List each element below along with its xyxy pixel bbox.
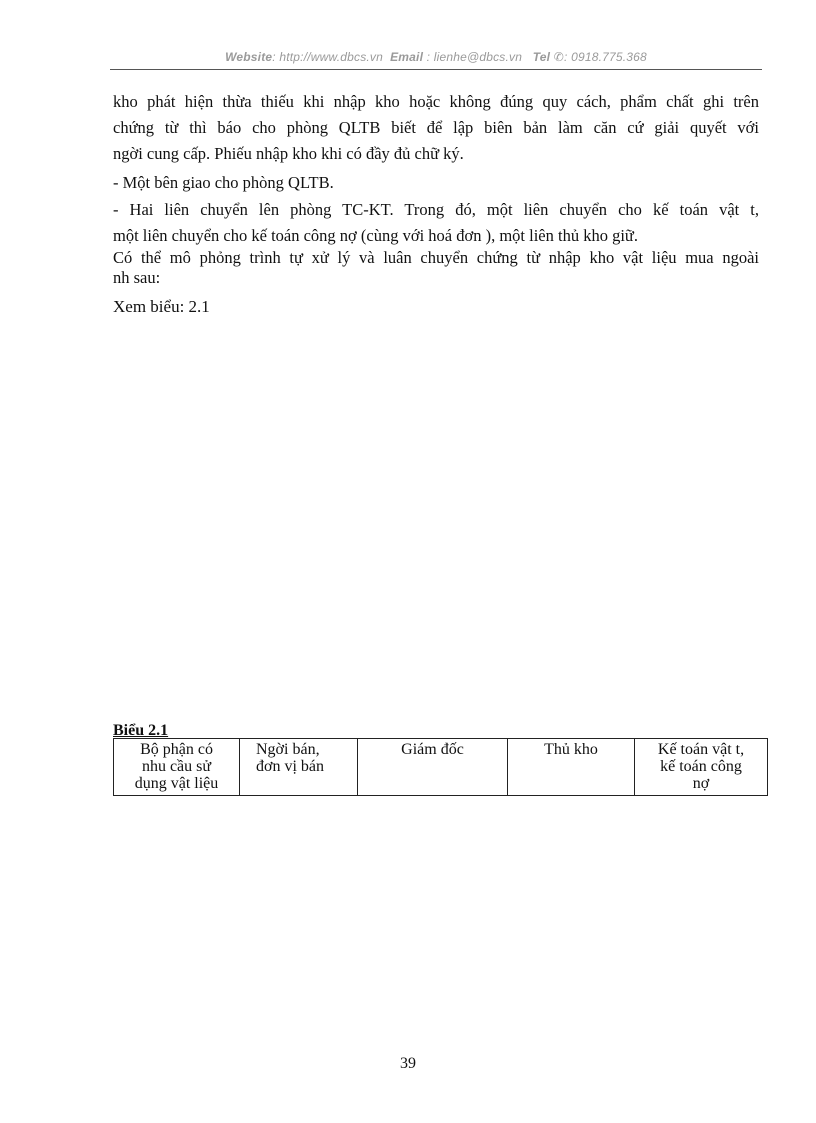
paragraph-3-line-2: một liên chuyển cho kế toán công nợ (cùng với hoá đơn ), một liên thủ kho giữ.: [113, 226, 638, 245]
paragraph-1: [113, 89, 759, 167]
paragraph-1-line-2: chứng từ thì báo cho phòng QLTB biết để lập biên bản làm căn cứ giải quyết với: [113, 118, 759, 137]
phone-icon: ✆: [553, 50, 565, 64]
table-header-row: [114, 739, 768, 796]
email-value: : lienhe@dbcs.vn: [426, 50, 523, 64]
tel-value: : 0918.775.368: [564, 50, 647, 64]
paragraph-1-line-3: ngời cung cấp. Phiếu nhập kho khi có đầy đủ chữ ký.: [113, 144, 464, 163]
paragraph-4: [113, 248, 759, 288]
paragraph-3: [113, 197, 759, 249]
column-header-accountant: Kế toán vật t, kế toán công nợ: [635, 739, 768, 796]
column-header-seller: Ngời bán, đơn vị bán: [240, 739, 358, 796]
email-label: Email: [390, 50, 424, 64]
header-rule: [110, 69, 762, 70]
table-title: Biểu 2.1: [113, 722, 169, 739]
paragraph-1-line-1: kho phát hiện thừa thiếu khi nhập kho hoặc không đúng quy cách, phẩm chất ghi trên: [113, 92, 759, 111]
column-header-requesting-department: Bộ phận có nhu cầu sử dụng vật liệu: [114, 739, 240, 796]
website-value: : http://www.dbcs.vn: [272, 50, 384, 64]
paragraph-3-line-1: - Hai liên chuyển lên phòng TC-KT. Trong đó, một liên chuyển cho kế toán vật t,: [113, 200, 759, 219]
tel-label: Tel: [532, 50, 551, 64]
paragraph-4-line-1: Có thể mô phỏng trình tự xử lý và luân chuyển chứng từ nhập kho vật liệu mua ngoài: [113, 248, 759, 267]
page-header: [110, 50, 762, 64]
page-number: 39: [400, 1055, 416, 1072]
website-label: Website: [225, 50, 273, 64]
column-header-storekeeper: Thủ kho: [508, 739, 635, 796]
paragraph-5: Xem biểu: 2.1: [113, 297, 210, 316]
flow-table: [113, 738, 768, 796]
column-header-director: Giám đốc: [358, 739, 508, 796]
paragraph-2: - Một bên giao cho phòng QLTB.: [113, 173, 334, 192]
paragraph-4-line-2: nh sau:: [113, 268, 161, 287]
